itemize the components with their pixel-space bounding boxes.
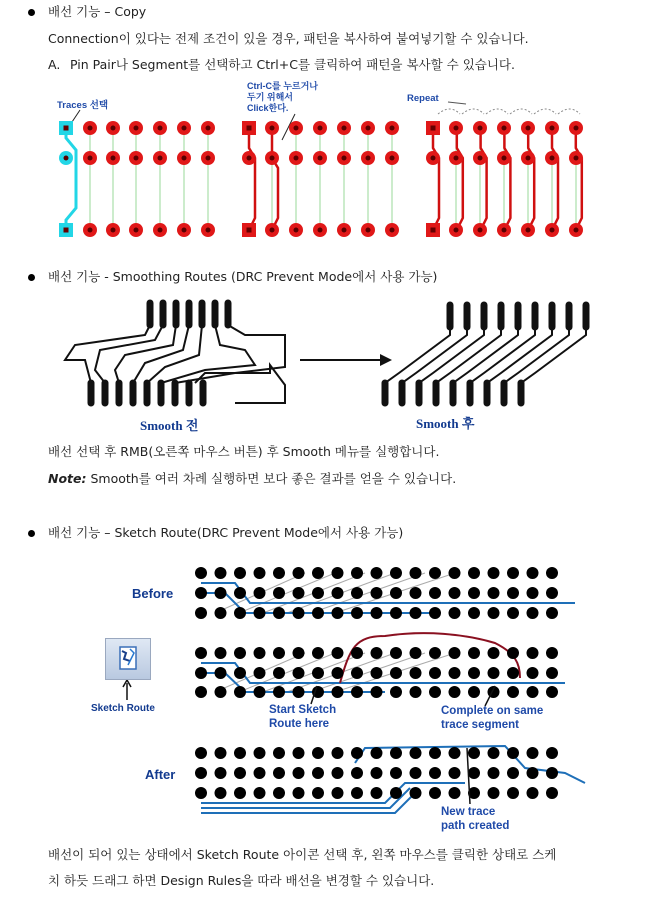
pin-pad <box>312 587 324 599</box>
pin-pad <box>527 747 539 759</box>
pin-pad <box>488 607 500 619</box>
pin-pad <box>195 767 207 779</box>
pin-pad <box>234 747 246 759</box>
pin-pad <box>273 787 285 799</box>
pin-pad <box>351 647 363 659</box>
repeated-trace <box>504 128 510 230</box>
pin-pad <box>449 567 461 579</box>
pin-pad <box>507 587 519 599</box>
pin-pad <box>215 787 227 799</box>
pin-pad <box>215 686 227 698</box>
pin-pad <box>488 647 500 659</box>
pin-pad <box>546 787 558 799</box>
selected-trace-cyan <box>66 128 76 230</box>
pad-hole <box>526 126 531 131</box>
repeat-arrow <box>534 109 556 114</box>
pin-pad <box>215 647 227 659</box>
pad-hole <box>294 126 299 131</box>
pin-pad <box>332 747 344 759</box>
pin-pad <box>254 787 266 799</box>
pad-hole <box>318 228 323 233</box>
pin-pad <box>527 647 539 659</box>
pin-pad <box>312 787 324 799</box>
pin-pad <box>351 747 363 759</box>
pin-pad <box>468 607 480 619</box>
pad-hole <box>574 156 579 161</box>
pin-pad <box>468 767 480 779</box>
pin-pad <box>468 686 480 698</box>
pad-hole <box>550 228 555 233</box>
section1-sub-marker: A. <box>48 57 61 72</box>
pin-pad <box>293 787 305 799</box>
smooth-before-label: Smooth 전 <box>140 418 199 433</box>
pin-pad <box>429 787 441 799</box>
pin-pad <box>234 767 246 779</box>
pin-pad <box>273 587 285 599</box>
smooth-after-label: Smooth 후 <box>416 416 475 431</box>
pin-pad <box>312 567 324 579</box>
pin-pad <box>449 787 461 799</box>
pad-hole <box>318 156 323 161</box>
pad-hole <box>88 126 93 131</box>
repeat-arrow <box>462 109 484 114</box>
pin-pad <box>332 787 344 799</box>
ctrl-c-label-line3: Click한다. <box>247 103 289 113</box>
pin-pad <box>527 667 539 679</box>
pad-hole <box>431 228 436 233</box>
pad-hole <box>206 228 211 233</box>
pin-pad <box>507 767 519 779</box>
ctrl-c-label-line1: Ctrl-C를 누르거나 <box>247 81 318 91</box>
pin-pad <box>195 667 207 679</box>
pin-pad <box>293 686 305 698</box>
messy-trace <box>133 325 189 383</box>
pin-pad <box>449 607 461 619</box>
note-label: Note: <box>48 471 87 486</box>
section3-description-line2: 치 하듯 드래그 하면 Design Rules을 따라 배선을 변경할 수 있습니다. <box>48 873 435 888</box>
pad-hole <box>342 228 347 233</box>
repeat-arrow <box>510 109 532 114</box>
pad-hole <box>158 126 163 131</box>
copied-trace <box>249 128 255 230</box>
pin-pad <box>371 767 383 779</box>
pin-pad <box>351 686 363 698</box>
pin-pad <box>390 747 402 759</box>
pad-hole <box>342 156 347 161</box>
pin-pad <box>507 607 519 619</box>
ctrl-c-label-line2: 두기 위해서 <box>247 92 293 102</box>
pin-pad <box>546 607 558 619</box>
pin-pad <box>293 607 305 619</box>
pin-pad <box>429 747 441 759</box>
pad-hole <box>431 156 436 161</box>
pin-pad <box>254 607 266 619</box>
pin-pad <box>332 686 344 698</box>
start-sketch-label-line2: Route here <box>269 718 330 730</box>
repeat-arrow <box>558 109 580 114</box>
pin-pad <box>390 647 402 659</box>
pad-hole <box>88 156 93 161</box>
sketch-figure <box>85 558 585 838</box>
pin-pad <box>468 647 480 659</box>
pin-pad <box>429 567 441 579</box>
pin-pad <box>351 567 363 579</box>
pin-pad <box>410 587 422 599</box>
pin-pad <box>234 647 246 659</box>
pin-pad <box>273 767 285 779</box>
pin-pad <box>273 747 285 759</box>
transform-arrow-head <box>380 354 392 366</box>
pin-pad <box>410 567 422 579</box>
pad-hole <box>478 126 483 131</box>
pad-hole <box>206 126 211 131</box>
pin-pad <box>371 667 383 679</box>
pin-pad <box>312 747 324 759</box>
copy-figure <box>50 78 610 246</box>
section2-description: 배선 선택 후 RMB(오른쪽 마우스 버튼) 후 Smooth 메뉴를 실행합니다. <box>48 444 440 459</box>
pin-pad <box>254 686 266 698</box>
section2-heading: 배선 기능 - Smoothing Routes (DRC Prevent Mode에서 사용 가능) <box>48 269 438 284</box>
smooth-figure <box>55 295 615 435</box>
pin-pad <box>371 607 383 619</box>
pin-pad <box>293 567 305 579</box>
pad-hole <box>182 156 187 161</box>
pin-pad <box>429 647 441 659</box>
repeat-arrow <box>486 109 508 114</box>
pin-pad <box>527 686 539 698</box>
pin-pad <box>449 686 461 698</box>
pad-hole <box>390 156 395 161</box>
sketch-route-tool-icon[interactable] <box>105 638 151 680</box>
pin-pad <box>215 607 227 619</box>
pin-pad <box>195 647 207 659</box>
pin-pad <box>527 607 539 619</box>
traces-select-label: Traces 선택 <box>57 100 109 111</box>
pad-hole <box>478 228 483 233</box>
pin-pad <box>507 567 519 579</box>
pad-hole <box>502 228 507 233</box>
pad-hole <box>158 156 163 161</box>
bullet-section1 <box>28 9 35 16</box>
new-trace-label-line2: path created <box>441 820 510 832</box>
pin-pad <box>273 647 285 659</box>
start-sketch-label-line1: Start Sketch <box>269 704 337 716</box>
pin-pad <box>215 747 227 759</box>
repeated-trace <box>457 128 463 230</box>
pin-pad <box>273 607 285 619</box>
pin-pad <box>254 647 266 659</box>
pad-hole <box>390 126 395 131</box>
pin-pad <box>195 587 207 599</box>
smooth-diagram <box>55 295 615 435</box>
traces-pointer <box>72 110 80 122</box>
pad-hole <box>64 126 69 131</box>
pin-pad <box>507 686 519 698</box>
pin-pad <box>351 787 363 799</box>
smooth-trace <box>521 327 586 383</box>
pin-pad <box>332 767 344 779</box>
pin-pad <box>371 647 383 659</box>
pin-pad <box>410 607 422 619</box>
copy-pcb-diagram <box>50 78 610 246</box>
complete-label-line2: trace segment <box>441 719 519 731</box>
pin-pad <box>234 787 246 799</box>
pad-hole <box>64 156 69 161</box>
pin-pad <box>449 747 461 759</box>
pin-pad <box>507 747 519 759</box>
pin-pad <box>390 787 402 799</box>
pad-hole <box>574 228 579 233</box>
pad-hole <box>294 156 299 161</box>
pad-hole <box>526 228 531 233</box>
pin-pad <box>332 607 344 619</box>
pin-pad <box>488 767 500 779</box>
pad-hole <box>478 156 483 161</box>
pad-hole <box>454 228 459 233</box>
pin-pad <box>254 667 266 679</box>
pad-hole <box>550 126 555 131</box>
pin-pad <box>332 647 344 659</box>
pin-pad <box>527 767 539 779</box>
pad-hole <box>134 228 139 233</box>
sketch-before-label: Before <box>132 586 174 601</box>
pin-pad <box>507 787 519 799</box>
pin-pad <box>410 686 422 698</box>
pin-pad <box>195 607 207 619</box>
pin-pad <box>332 567 344 579</box>
pad-hole <box>454 156 459 161</box>
pin-pad <box>488 567 500 579</box>
pin-pad <box>429 607 441 619</box>
pin-pad <box>488 587 500 599</box>
pin-pad <box>332 587 344 599</box>
pad-hole <box>270 126 275 131</box>
pin-pad <box>293 667 305 679</box>
pin-pad <box>312 607 324 619</box>
pin-pad <box>234 567 246 579</box>
pin-pad <box>546 587 558 599</box>
pin-pad <box>488 787 500 799</box>
repeated-trace <box>481 128 487 230</box>
pin-pad <box>195 567 207 579</box>
section2-note <box>48 471 456 487</box>
pad-hole <box>182 228 187 233</box>
repeat-arrow <box>438 109 460 114</box>
copied-trace <box>272 128 278 230</box>
pin-pad <box>273 667 285 679</box>
pin-pad <box>390 607 402 619</box>
pin-pad <box>234 607 246 619</box>
pin-pad <box>449 647 461 659</box>
pin-pad <box>293 647 305 659</box>
pad-hole <box>318 126 323 131</box>
pin-pad <box>371 686 383 698</box>
pad-hole <box>247 156 252 161</box>
pin-pad <box>195 747 207 759</box>
pad-hole <box>454 126 459 131</box>
pin-pad <box>390 567 402 579</box>
pin-pad <box>546 567 558 579</box>
pin-pad <box>507 647 519 659</box>
pad-hole <box>294 228 299 233</box>
pad-hole <box>182 126 187 131</box>
pad-hole <box>502 126 507 131</box>
pin-pad <box>195 686 207 698</box>
pin-pad <box>390 587 402 599</box>
pin-pad <box>234 686 246 698</box>
pad-hole <box>88 228 93 233</box>
pin-pad <box>332 667 344 679</box>
pin-pad <box>293 587 305 599</box>
new-trace-label-line1: New trace <box>441 806 496 818</box>
pin-pad <box>468 567 480 579</box>
pad-hole <box>502 156 507 161</box>
pin-pad <box>429 667 441 679</box>
pin-pad <box>546 667 558 679</box>
section1-description: Connection이 있다는 전제 조건이 있을 경우, 패턴을 복사하여 붙여넣기할 수 있습니다. <box>48 31 529 46</box>
repeated-trace <box>433 128 439 230</box>
pad-hole <box>366 126 371 131</box>
pin-pad <box>410 647 422 659</box>
pin-pad <box>371 787 383 799</box>
pin-pad <box>546 747 558 759</box>
pin-pad <box>429 587 441 599</box>
pin-pad <box>351 587 363 599</box>
pin-pad <box>390 686 402 698</box>
pin-pad <box>351 767 363 779</box>
pin-pad <box>254 567 266 579</box>
section3-description-line1: 배선이 되어 있는 상태에서 Sketch Route 아이콘 선택 후, 왼쪽 마우스를 클릭한 상태로 스케 <box>48 847 557 862</box>
pin-pad <box>468 747 480 759</box>
pin-pad <box>215 587 227 599</box>
pin-pad <box>429 767 441 779</box>
repeat-label: Repeat <box>407 93 439 104</box>
pin-pad <box>410 787 422 799</box>
pin-pad <box>351 667 363 679</box>
pad-hole <box>247 126 252 131</box>
sketch-after-label: After <box>145 767 176 782</box>
pin-pad <box>488 747 500 759</box>
pin-pad <box>449 767 461 779</box>
section1-sub-text: Pin Pair나 Segment를 선택하고 Ctrl+C를 클릭하여 패턴을 복사할 수 있습니다. <box>70 57 515 72</box>
pin-pad <box>527 587 539 599</box>
pin-pad <box>371 747 383 759</box>
pad-hole <box>366 156 371 161</box>
pin-pad <box>488 667 500 679</box>
repeated-trace <box>552 128 558 230</box>
pad-hole <box>64 228 69 233</box>
pin-pad <box>429 686 441 698</box>
section1-heading: 배선 기능 – Copy <box>48 4 147 19</box>
pin-pad <box>449 667 461 679</box>
repeated-trace <box>576 128 582 230</box>
pad-hole <box>134 156 139 161</box>
section3-heading: 배선 기능 – Sketch Route(DRC Prevent Mode에서 사용 가능) <box>48 525 404 540</box>
ratsnest-line <box>311 573 425 613</box>
pad-hole <box>342 126 347 131</box>
pin-pad <box>390 667 402 679</box>
pin-pad <box>546 647 558 659</box>
pad-hole <box>270 156 275 161</box>
pad-hole <box>158 228 163 233</box>
pin-pad <box>195 787 207 799</box>
pin-pad <box>215 667 227 679</box>
repeated-trace <box>528 128 534 230</box>
pin-pad <box>351 607 363 619</box>
sketch-route-tool-label: Sketch Route <box>91 703 155 714</box>
pad-hole <box>111 228 116 233</box>
pad-hole <box>431 126 436 131</box>
pad-hole <box>270 228 275 233</box>
pad-hole <box>390 228 395 233</box>
pad-hole <box>111 156 116 161</box>
ratsnest-line <box>311 653 425 692</box>
pin-pad <box>390 767 402 779</box>
pin-pad <box>254 747 266 759</box>
pin-pad <box>215 567 227 579</box>
pin-pad <box>254 767 266 779</box>
pin-pad <box>546 686 558 698</box>
pin-pad <box>410 767 422 779</box>
note-text: Smooth를 여러 차례 실행하면 보다 좋은 결과를 얻을 수 있습니다. <box>86 471 457 486</box>
pin-pad <box>254 587 266 599</box>
pin-pad <box>527 567 539 579</box>
repeat-pointer <box>448 102 466 104</box>
pin-pad <box>527 787 539 799</box>
pin-pad <box>312 647 324 659</box>
pin-pad <box>468 667 480 679</box>
pin-pad <box>468 587 480 599</box>
pad-hole <box>526 156 531 161</box>
pin-pad <box>273 567 285 579</box>
pin-pad <box>410 747 422 759</box>
pad-hole <box>206 156 211 161</box>
bullet-section3 <box>28 530 35 537</box>
pin-pad <box>312 767 324 779</box>
pin-pad <box>546 767 558 779</box>
pad-hole <box>134 126 139 131</box>
pin-pad <box>449 587 461 599</box>
pin-pad <box>410 667 422 679</box>
pin-pad <box>273 686 285 698</box>
complete-label-line1: Complete on same <box>441 705 544 717</box>
pad-hole <box>111 126 116 131</box>
pad-hole <box>247 228 252 233</box>
pin-pad <box>293 747 305 759</box>
bullet-section2 <box>28 274 35 281</box>
pad-hole <box>366 228 371 233</box>
pad-hole <box>574 126 579 131</box>
pin-pad <box>371 567 383 579</box>
pin-pad <box>234 587 246 599</box>
pin-pad <box>215 767 227 779</box>
pin-pad <box>507 667 519 679</box>
pin-pad <box>293 767 305 779</box>
pin-pad <box>312 667 324 679</box>
pad-hole <box>550 156 555 161</box>
pin-pad <box>371 587 383 599</box>
pin-pad <box>234 667 246 679</box>
messy-trace <box>195 365 285 403</box>
